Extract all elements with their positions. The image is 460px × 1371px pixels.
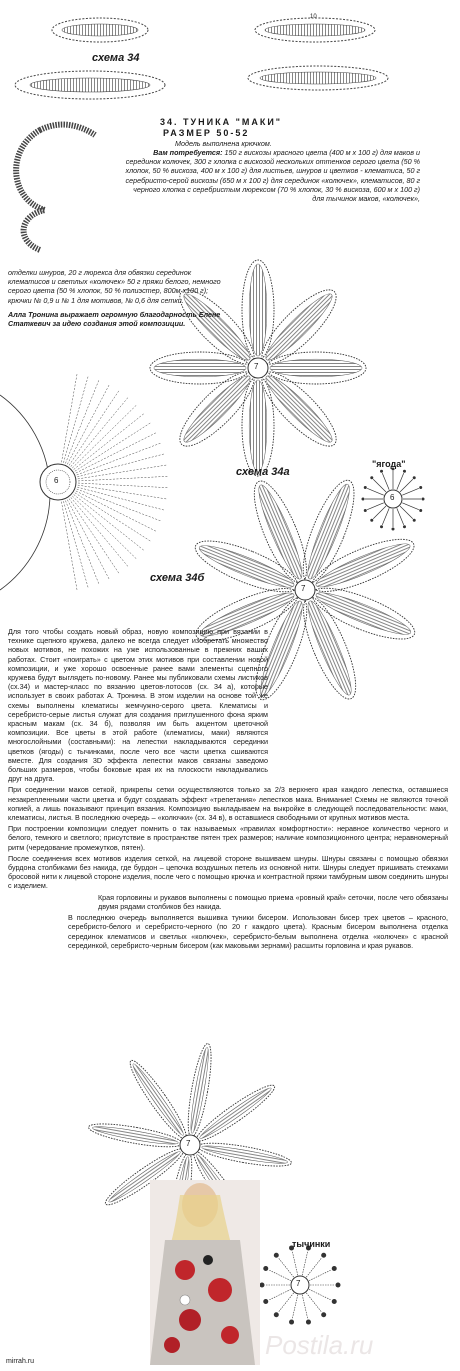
- stamen-label: тычинки: [292, 1239, 331, 1249]
- petal: [242, 260, 274, 360]
- scheme-34-label: схема 34: [92, 52, 140, 64]
- stamen-thread: [302, 1295, 308, 1319]
- semicircle-ray: [77, 487, 164, 510]
- semicircle-ray: [69, 390, 119, 465]
- poppy-semicircle-motif: [0, 395, 76, 590]
- leaf-motif-top-2: [52, 18, 148, 42]
- leaf-motif-top-3: [248, 66, 388, 90]
- model-photo: [150, 1180, 260, 1365]
- berry-dot: [422, 498, 425, 501]
- materials-label: Вам потребуется:: [153, 148, 223, 157]
- article-materials-continued: отделки шнуров, 20 г люрекса для обвязки серединок клематисов и светлых «колючек» 50 г пряжи белого, немного серого цвета (50 % хлопок, 50 % полиэстер, 800м х100 г); крючки № 0,9 и № 1 для мотивов, № 0,6 для сетки.: [8, 268, 221, 305]
- berry-dot: [403, 525, 406, 528]
- semicircle-ray: [69, 499, 119, 574]
- petal: [184, 1042, 216, 1138]
- leaf-motif-top-4: [15, 71, 165, 99]
- petal: [196, 1139, 292, 1171]
- stamen-head: [332, 1266, 337, 1271]
- stamen-head: [263, 1299, 268, 1304]
- semicircle-ray: [61, 374, 77, 463]
- stamen-head: [274, 1312, 279, 1317]
- body-paragraph-6: В последнюю очередь выполняется вышивка туники бисером. Использован бисер трех цветов – красного, серебристо-белого и серебристо-черного (по 20 г каждого цвета). Красным бисером выполнена отделка серединок клематисов и светлых «колючек», серебристо-белым выполнена отделка «колючек» с красной серединкой, серебристо-черным бисером (как маковыми зернами) расшиты горловина и края рукавов.: [68, 913, 448, 950]
- berry-dot: [392, 528, 395, 531]
- berry-ray: [367, 488, 384, 495]
- semicircle-ray: [74, 413, 144, 469]
- article-size: РАЗМЕР 50-52: [163, 128, 250, 138]
- poppy-semicircle-rays: [61, 374, 167, 591]
- article-title: 34. ТУНИКА "МАКИ": [160, 117, 283, 127]
- petal: [150, 352, 250, 384]
- berry-dot: [380, 525, 383, 528]
- semicircle-ray: [74, 494, 144, 550]
- petal: [124, 1056, 192, 1143]
- curled-stem-motif: [16, 125, 95, 250]
- stamen-thread: [268, 1289, 291, 1300]
- petal: [266, 352, 366, 384]
- petal: [192, 1079, 279, 1147]
- berry-dot: [419, 486, 422, 489]
- watermark: Postila.ru: [265, 1330, 374, 1360]
- semicircle-ray: [65, 380, 98, 464]
- stamen-thread: [292, 1295, 298, 1319]
- berry-ray: [373, 479, 386, 492]
- scheme-34b-label: схема 34б: [150, 572, 205, 584]
- berry-dot: [419, 509, 422, 512]
- berry-ray: [382, 508, 389, 525]
- leaf-count-number: 10: [310, 14, 317, 20]
- stamen-thread: [306, 1258, 322, 1278]
- stamen-thread: [278, 1258, 294, 1278]
- petal: [87, 1119, 183, 1151]
- berry-ray: [402, 503, 419, 510]
- berry-dot: [362, 498, 365, 501]
- stamen-head: [332, 1299, 337, 1304]
- stamen-center-number: 7: [296, 1279, 301, 1288]
- body-paragraph-4: После соединения всех мотивов изделия сеткой, на лицевой стороне вышиваем шнуры. Шнуры связаны с помощью обвязки бурдона столбиками без накида, где бурдон – цепочка воздушных петель из основной нити. Шнуры следует пришивать стежками бросовой нити к лицевой стороне изделия, после чего с помощью крючка и контрастной пряжи тамбурным швом соединить шнуры с изделием.: [8, 853, 448, 891]
- semicircle-ray: [75, 423, 151, 471]
- berry-ray: [397, 473, 404, 490]
- berry-dot: [403, 470, 406, 473]
- body-paragraph-1: Для того чтобы создать новый образ, новую композицию при вязании в технике сцепного кружева, далеко не всегда следует изобретать множество новых мотивов, не похожих на уже использованные в прежних ваших работах. Стоит «поиграть» с цветом этих мотивов при составлении новой композиции, и уже хорошо освоенные ранее вами элементы сцепного кружева будут выглядеть по-новому. Ранее мы публиковали схемы листиков (сх.34) и мастер-класс по вязанию цветов-лотосов (сх. 34 а), которые использует в своих работах А. Тронина. В этом изделии на основе той же схемы выполнены клематисы жемчужно-серого цвета. Клематисы и серебристо-серые листья служат для создания приглушенного фона ярким красным макам (сх. 34 б), позволяя им быть акцентом цветочной композиции. Все цветы в этой работе (клематисы, маки) являются многослойными (составными): на лепестки накладываются серединки цветков (ягоды) с тычинками, после чего все части цветка сшиваются вместе. Для создания 3D эффекта лепестки маков связаны заведомо больших размеров, чтобы боковые края их на плоскости накладывались друг на друга.: [8, 627, 268, 784]
- berry-dot: [370, 476, 373, 479]
- stamen-thread: [306, 1293, 322, 1313]
- berry-center-number: 6: [390, 493, 395, 502]
- stamen-thread: [309, 1270, 332, 1281]
- berry-ray: [400, 479, 413, 492]
- semicircle-ray: [77, 489, 161, 521]
- scheme-34a-label: схема 34а: [236, 466, 290, 478]
- stamen-head: [263, 1266, 268, 1271]
- berry-dot: [413, 476, 416, 479]
- berry-dot: [380, 470, 383, 473]
- berry-ray: [397, 508, 404, 525]
- stamen-head: [260, 1283, 265, 1288]
- materials-text-1: 150 г вискозы красного цвета (400 м х 100 г) для маков и серединок колючек, 300 г хлопка с вискозой нескольких оттенков серого цвета (50 % хлопок, 50 % вискоза, 400 м х 100 г) для листьев, шнуров и цветков - клематиса, 50 г серебристо-серой вискозы (650 м х 100 г) для серединок «колючек», клематисов, 80 г черного хлопка с серебристым люрексом (70 % хлопок, 30 % вискоза, 600 м х 100 г) для тычинок маков, «колючек»,: [125, 148, 420, 204]
- stamen-head: [306, 1320, 311, 1325]
- semicircle-ray: [78, 476, 168, 481]
- big-circle-center-number: 6: [54, 476, 59, 485]
- stamen-thread: [268, 1270, 291, 1281]
- stamen-head: [321, 1253, 326, 1258]
- stamen-head: [336, 1283, 341, 1288]
- article-body: [8, 627, 448, 950]
- semicircle-ray: [75, 493, 151, 541]
- leaf-motif-top-1: [255, 18, 375, 42]
- berry-ray: [400, 506, 413, 519]
- stamen-head: [274, 1253, 279, 1258]
- berry-dot: [413, 519, 416, 522]
- body-paragraph-5: Края горловины и рукавов выполнены с помощью приема «ровный край» сеточки, после чего обвязаны двумя рядами столбиков без накида.: [98, 892, 448, 911]
- berry-dot: [364, 486, 367, 489]
- petal: [242, 376, 274, 476]
- article-materials: [120, 148, 420, 203]
- flower-bottom-center-number: 7: [186, 1139, 191, 1148]
- semicircle-ray: [78, 483, 168, 488]
- berry-ray: [402, 488, 419, 495]
- stamen-thread: [292, 1251, 298, 1275]
- body-paragraph-3: При построении композиции следует помнить о так называемых «правилах комфортности»: неравное количество черного и белого, темного и светлого; присутствие в пространстве пятен трех размеров; наличие композиционного центра; неравномерный ритм (чередование промежутков, пятен).: [8, 824, 448, 852]
- berry-ray: [373, 506, 386, 519]
- berry-ray: [367, 503, 384, 510]
- source-label: mirrah.ru: [6, 1358, 35, 1365]
- berry-label: "ягода": [372, 459, 406, 469]
- body-paragraph-2: При соединении маков сеткой, прикрепы сетки осуществляются только за 2/3 верхнего края каждого лепестка, оставшиеся незакрепленными части цветка и будут создавать эффект «трепетания» лепестков мака. Внимание! Схемы не являются точной копией, а лишь показывают принцип вязания. Композицию выкладываем на выкройке в следующей последовательности: маки, клематисы, листья. В последнюю очередь – «колючки» (сх. 34 в), в оставшиеся свободными от крупных мотивов места.: [8, 785, 448, 823]
- berry-dot: [370, 519, 373, 522]
- semicircle-ray: [65, 501, 98, 585]
- stamen-thread: [309, 1289, 332, 1300]
- berry-ray: [382, 473, 389, 490]
- semicircle-ray: [61, 502, 77, 591]
- stamen-head: [321, 1312, 326, 1317]
- article-intro: Модель выполнена крючком.: [175, 139, 272, 148]
- semicircle-ray: [77, 443, 161, 475]
- flower-top-center-number: 7: [254, 362, 259, 371]
- stamen-head: [289, 1320, 294, 1325]
- berry-dot: [364, 509, 367, 512]
- semicircle-ray: [77, 454, 164, 477]
- stamen-thread: [302, 1251, 308, 1275]
- flower-mid-center-number: 7: [301, 584, 306, 593]
- article-thanks: Алла Тронина выражает огромную благодарность Елене Статкевич за идею создания этой композиции.: [8, 310, 221, 329]
- stamen-thread: [278, 1293, 294, 1313]
